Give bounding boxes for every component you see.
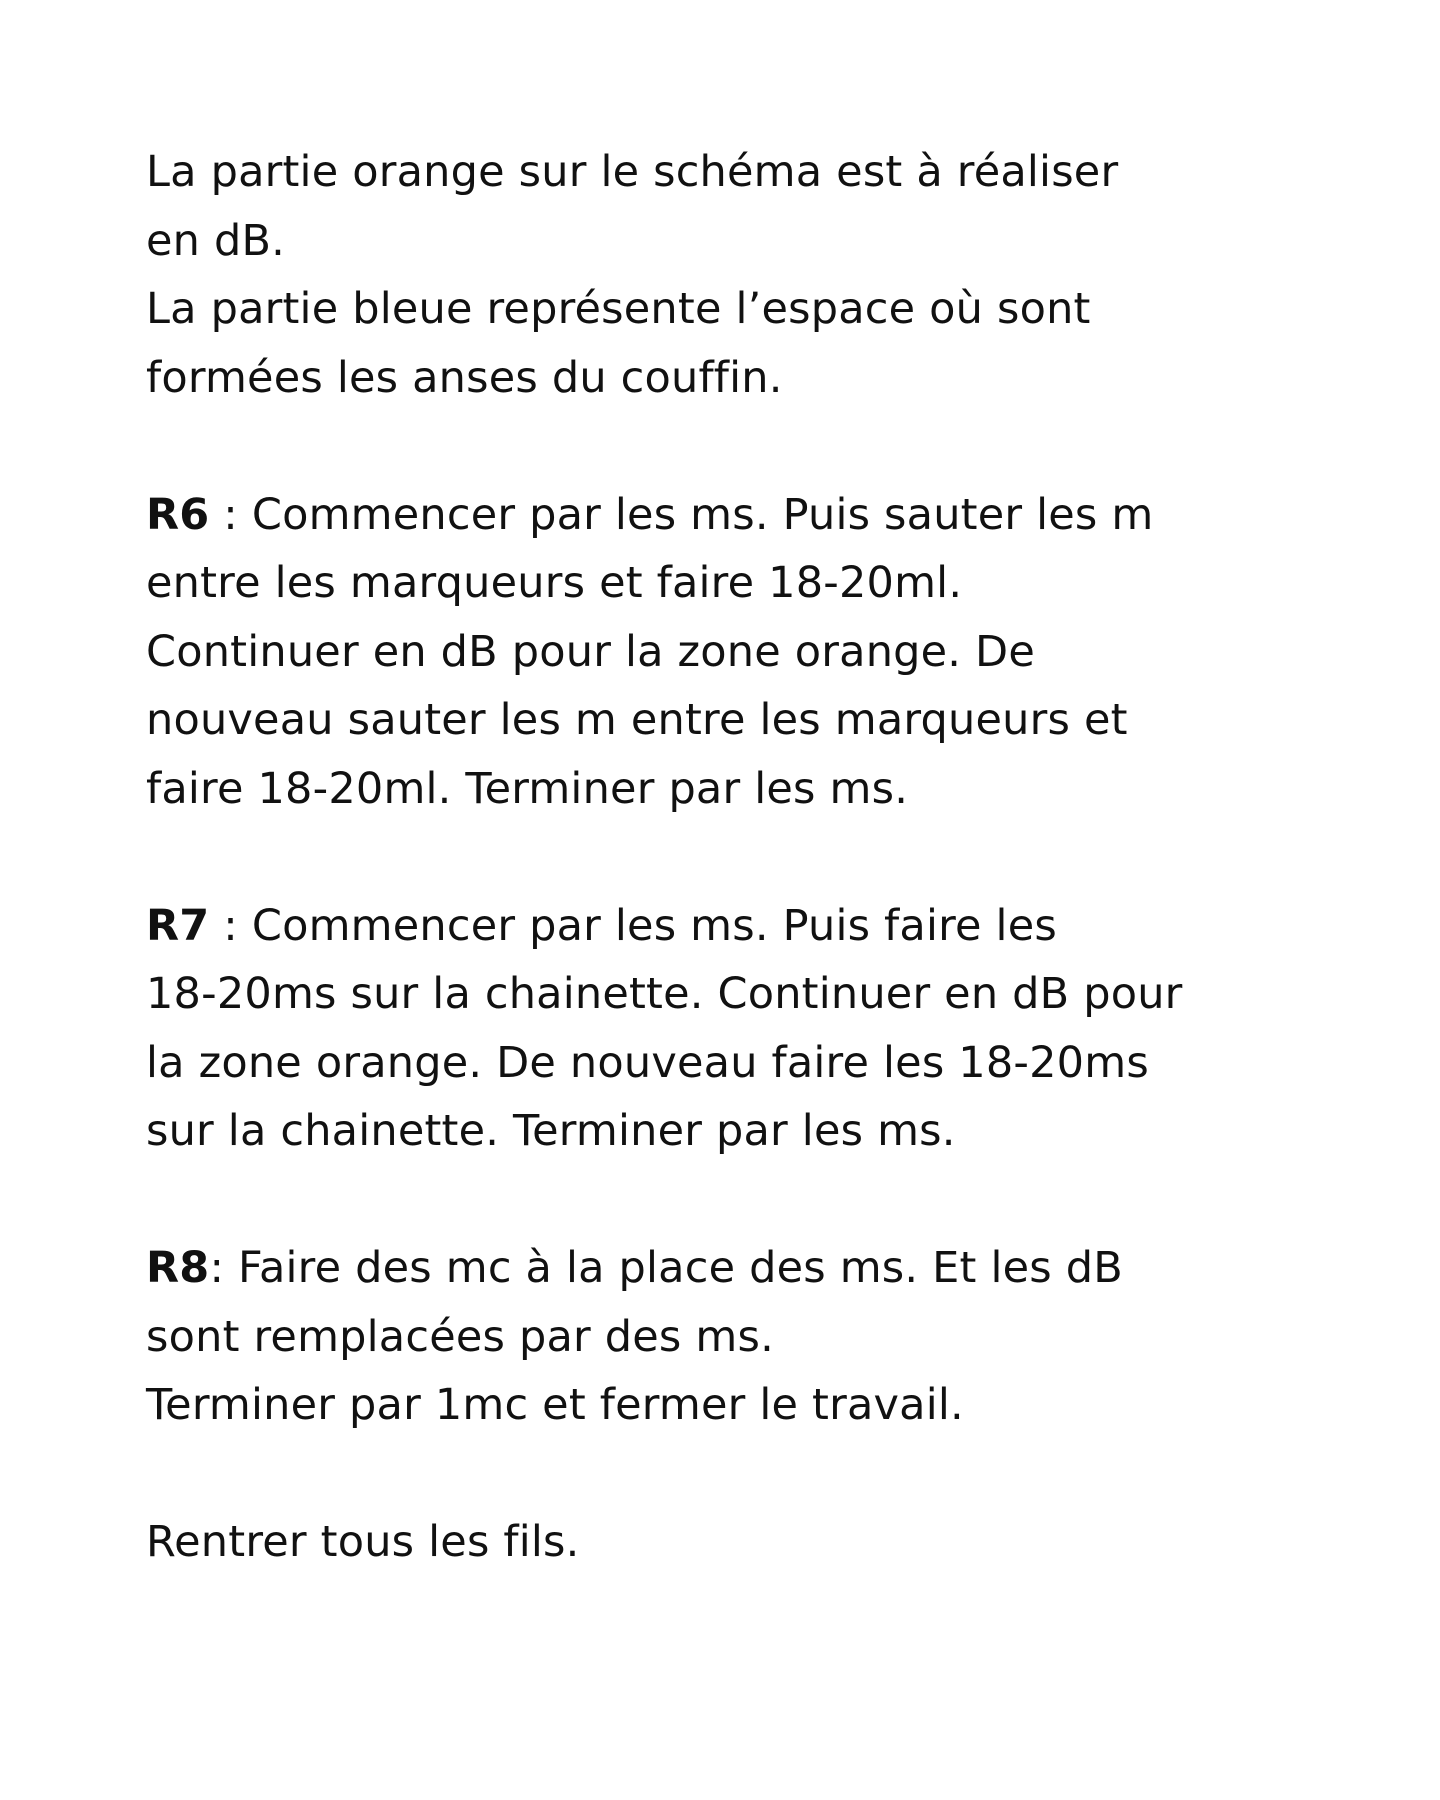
intro-paragraph bbox=[146, 138, 1316, 412]
text-line: formées les anses du couffin. bbox=[146, 352, 783, 403]
text-line: sur la chainette. Terminer par les ms. bbox=[146, 1106, 956, 1156]
text-line bbox=[146, 1234, 1316, 1303]
text-line: Continuer en dB pour la zone orange. De bbox=[146, 626, 1036, 677]
row-7-text: : Commencer par les ms. Puis faire les bbox=[209, 900, 1057, 951]
text-line: Rentrer tous les fils. bbox=[146, 1517, 580, 1567]
row-6-paragraph bbox=[146, 481, 1316, 824]
text-line bbox=[146, 481, 1316, 550]
text-line: La partie bleue représente l’espace où sont bbox=[146, 284, 1091, 334]
text-line: La partie orange sur le schéma est à réaliser bbox=[146, 147, 1119, 197]
text-line: Terminer par 1mc et fermer le travail. bbox=[146, 1380, 964, 1430]
text-line: faire 18-20ml. Terminer par les ms. bbox=[146, 763, 909, 814]
row-6-text: : Commencer par les ms. Puis sauter les m bbox=[209, 489, 1154, 540]
text-line: sont remplacées par des ms. bbox=[146, 1311, 774, 1362]
text-line: 18-20ms sur la chainette. Continuer en dB pour bbox=[146, 969, 1183, 1019]
row-7-paragraph bbox=[146, 892, 1316, 1166]
text-line: en dB. bbox=[146, 215, 286, 266]
text-line: la zone orange. De nouveau faire les 18-20ms bbox=[146, 1037, 1149, 1088]
text-line bbox=[146, 892, 1316, 961]
row-7-label: R7 bbox=[146, 900, 210, 951]
row-6-label: R6 bbox=[146, 489, 210, 540]
row-8-paragraph bbox=[146, 1234, 1316, 1440]
row-8-text: : Faire des mc à la place des ms. Et les dB bbox=[209, 1243, 1123, 1293]
closing-paragraph bbox=[146, 1508, 1316, 1577]
text-line: nouveau sauter les m entre les marqueurs et bbox=[146, 695, 1128, 745]
text-line: entre les marqueurs et faire 18-20ml. bbox=[146, 558, 963, 608]
instructions-text bbox=[146, 138, 1316, 1577]
row-8-label: R8 bbox=[146, 1243, 210, 1293]
